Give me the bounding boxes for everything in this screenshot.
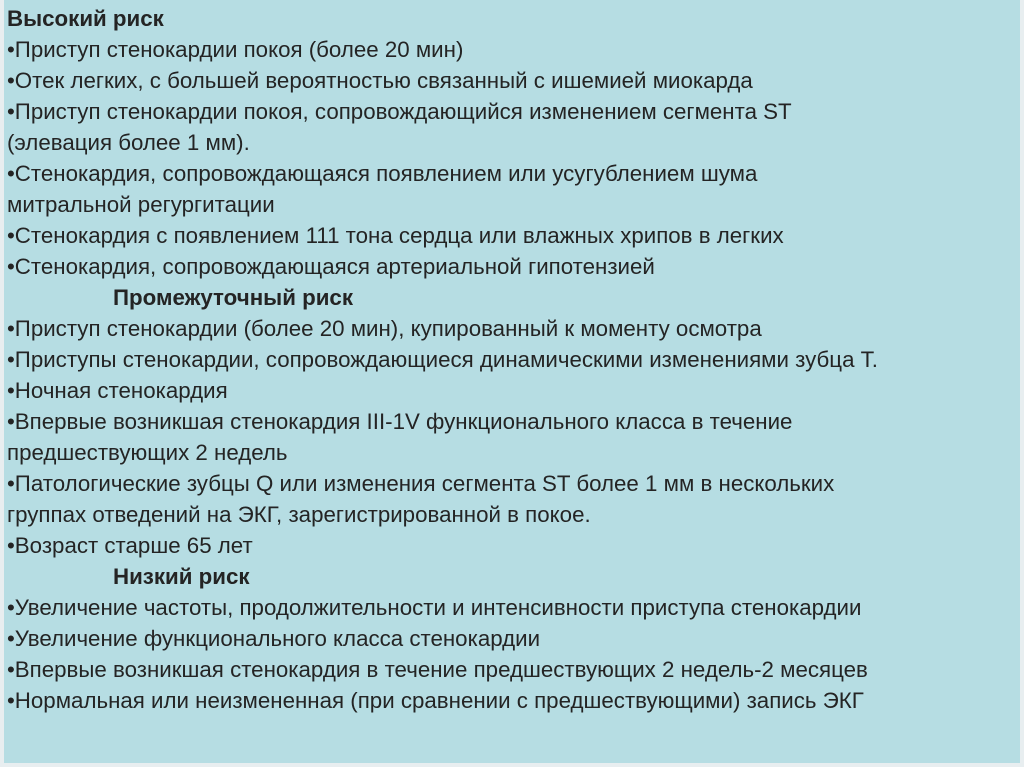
heading-high-risk: Высокий риск <box>7 6 164 31</box>
low-risk-line: •Впервые возникшая стенокардия в течение предшествующих 2 недель-2 месяцев <box>7 657 868 682</box>
low-risk-line: •Нормальная или неизмененная (при сравнении с предшествующими) запись ЭКГ <box>7 688 864 713</box>
slide-content <box>7 3 1015 716</box>
intermediate-risk-line: •Патологические зубцы Q или изменения сегмента ST более 1 мм в нескольких <box>7 471 835 496</box>
high-risk-line: •Стенокардия, сопровождающаяся появлением или усугублением шума <box>7 161 758 186</box>
intermediate-risk-line: предшествующих 2 недель <box>7 440 288 465</box>
high-risk-line: •Приступ стенокардии покоя (более 20 мин) <box>7 37 464 62</box>
high-risk-line: •Приступ стенокардии покоя, сопровождающийся изменением сегмента ST <box>7 99 792 124</box>
intermediate-risk-line: •Впервые возникшая стенокардия III-1V функционального класса в течение <box>7 409 793 434</box>
intermediate-risk-line: •Приступы стенокардии, сопровождающиеся динамическими изменениями зубца Т. <box>7 347 879 372</box>
intermediate-risk-line: •Приступ стенокардии (более 20 мин), купированный к моменту осмотра <box>7 316 762 341</box>
high-risk-line: •Стенокардия с появлением 111 тона сердца или влажных хрипов в легких <box>7 223 784 248</box>
high-risk-line: •Стенокардия, сопровождающаяся артериальной гипотензией <box>7 254 655 279</box>
low-risk-line: •Увеличение функционального класса стенокардии <box>7 626 541 651</box>
heading-low-risk: Низкий риск <box>113 564 250 589</box>
low-risk-line: •Увеличение частоты, продолжительности и интенсивности приступа стенокардии <box>7 595 862 620</box>
intermediate-risk-line: группах отведений на ЭКГ, зарегистрированной в покое. <box>7 502 591 527</box>
intermediate-risk-line: •Ночная стенокардия <box>7 378 228 403</box>
intermediate-risk-line: •Возраст старше 65 лет <box>7 533 253 558</box>
high-risk-line: митральной регургитации <box>7 192 275 217</box>
heading-intermediate-risk: Промежуточный риск <box>113 285 353 310</box>
high-risk-line: (элевация более 1 мм). <box>7 130 250 155</box>
high-risk-line: •Отек легких, с большей вероятностью связанный с ишемией миокарда <box>7 68 753 93</box>
